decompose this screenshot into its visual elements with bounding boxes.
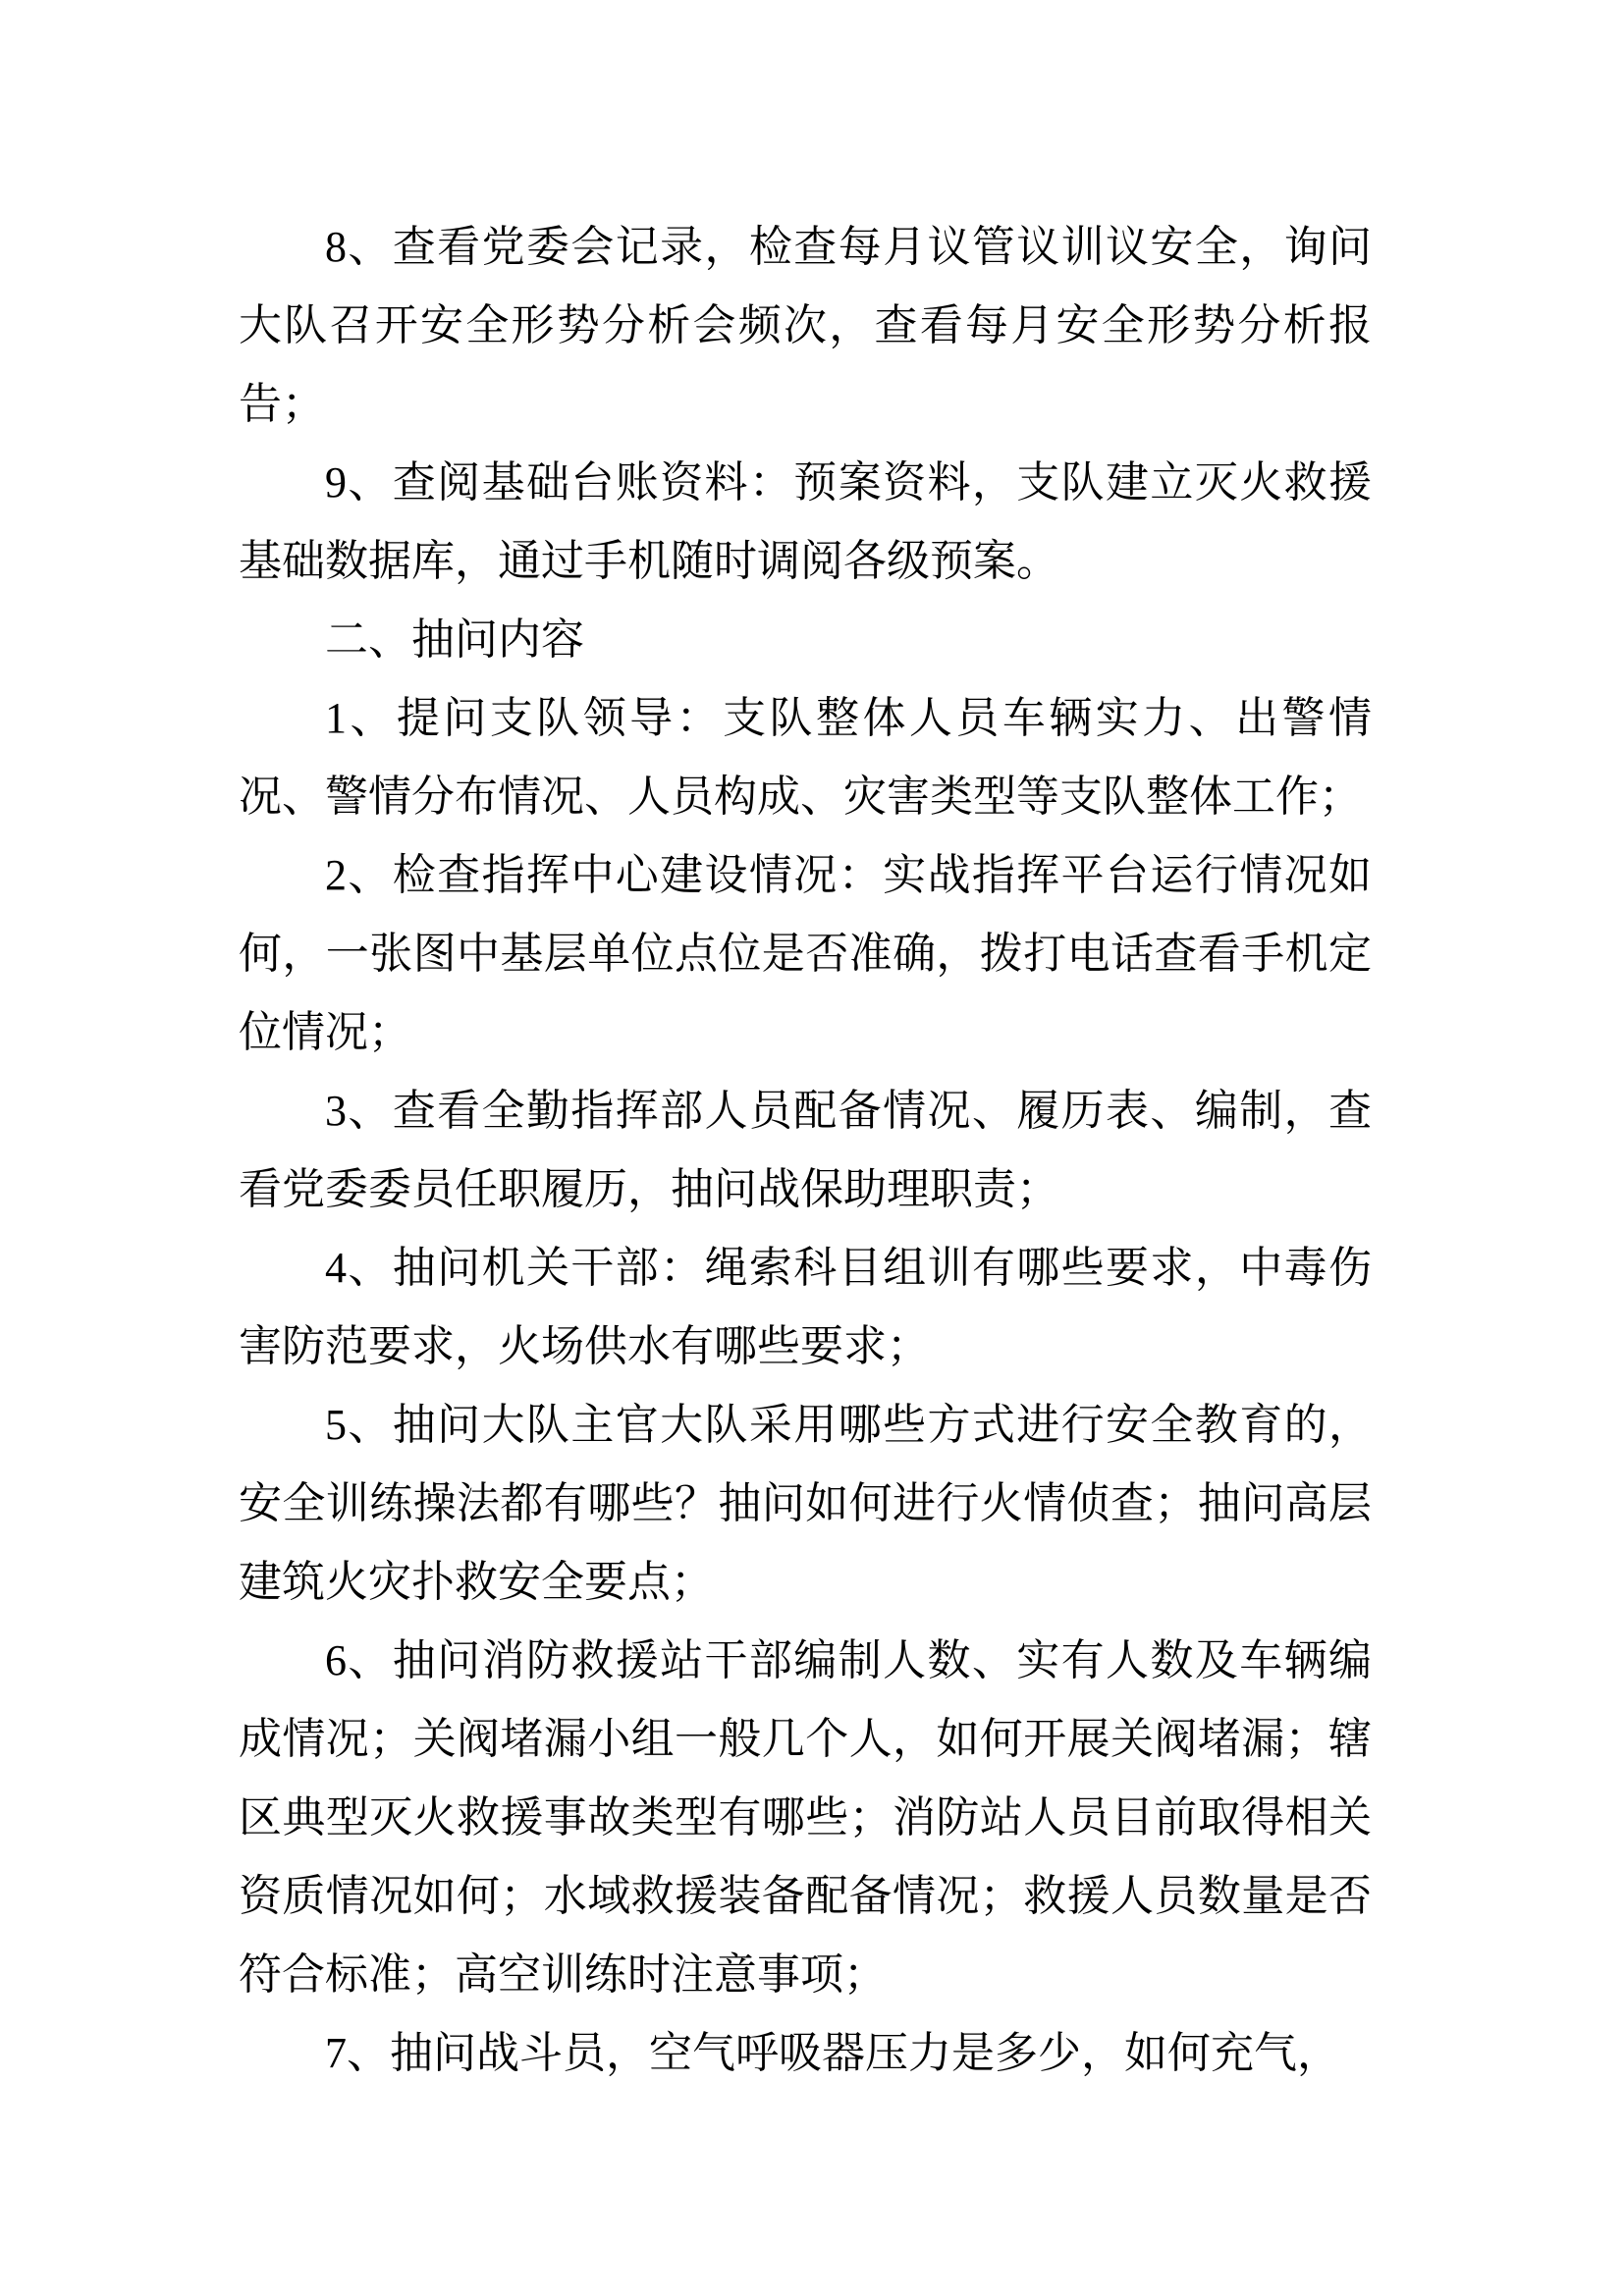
paragraph-2: 2、检查指挥中心建设情况：实战指挥平台运行情况如何，一张图中基层单位点位是否准确，拨打电话查看手机定位情况；: [239, 851, 1372, 1056]
section-heading-2: 二、抽问内容: [325, 615, 584, 664]
paragraph-9: 9、查阅基础台账资料：预案资料，支队建立灭火救援基础数据库，通过手机随时调阅各级预案。: [239, 458, 1372, 585]
paragraph-5: 5、抽问大队主官大队采用哪些方式进行安全教育的，安全训练操法都有哪些？抽问如何进行火情侦查；抽问高层建筑火灾扑救安全要点；: [239, 1401, 1372, 1606]
paragraph-1: 1、提问支队领导：支队整体人员车辆实力、出警情况、警情分布情况、人员构成、灾害类型等支队整体工作；: [239, 694, 1372, 821]
paragraph-7: 7、抽问战斗员，空气呼吸器压力是多少，如何充气，: [325, 2029, 1340, 2077]
paragraph-6: 6、抽问消防救援站干部编制人数、实有人数及车辆编成情况；关阀堵漏小组一般几个人，如何开展关阀堵漏；辖区典型灭火救援事故类型有哪些；消防站人员目前取得相关资质情况如何；水域救援装备配备情况；救援人员数量是否符合标准；高空训练时注意事项；: [239, 1636, 1372, 1999]
paragraph-4: 4、抽问机关干部：绳索科目组训有哪些要求，中毒伤害防范要求，火场供水有哪些要求；: [239, 1244, 1372, 1370]
document-body-text: [239, 208, 1372, 2093]
paragraph-3: 3、查看全勤指挥部人员配备情况、履历表、编制，查看党委委员任职履历，抽问战保助理职责；: [239, 1087, 1372, 1213]
paragraph-8: 8、查看党委会记录，检查每月议管议训议安全，询问大队召开安全形势分析会频次，查看每月安全形势分析报告；: [239, 223, 1372, 428]
